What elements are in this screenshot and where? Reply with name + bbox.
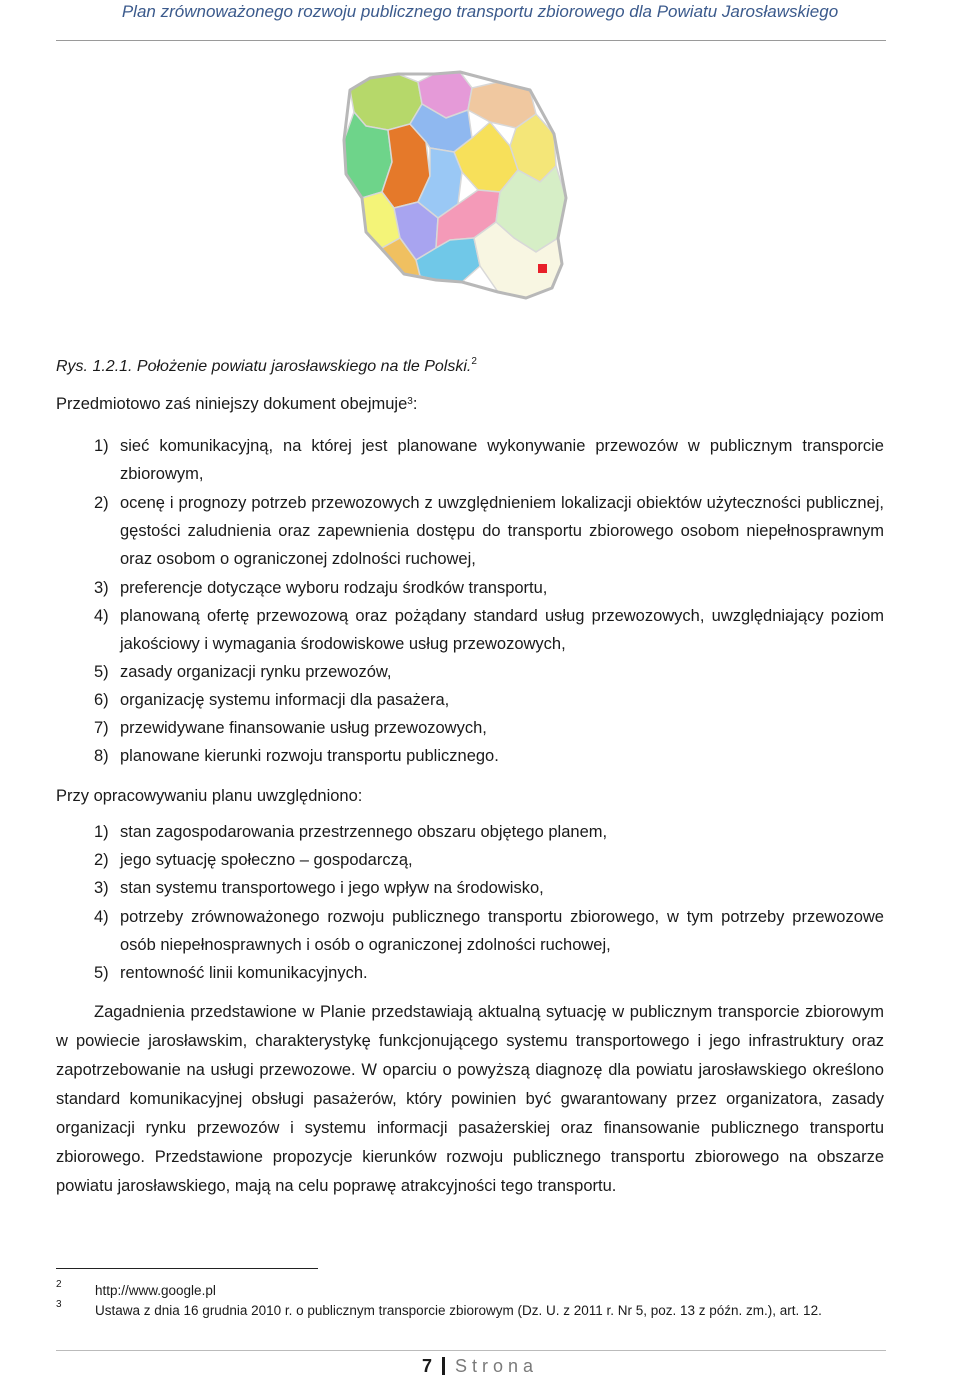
footer-separator [442,1357,445,1375]
figure-caption: Rys. 1.2.1. Położenie powiatu jarosławskiego na tle Polski.$^2$ [56,356,477,375]
footnote-link[interactable]: http://www.google.pl [95,1283,216,1298]
page-footer [0,1356,960,1377]
jaroslaw-county-marker [538,264,547,273]
document-title: Plan zrównoważonego rozwoju publicznego transportu zbiorowego dla Powiatu Jarosławskiego [121,2,839,21]
header-divider [56,40,886,41]
footnote-ref-2: 2 [471,356,477,367]
footnote-separator [56,1268,318,1269]
considerations-intro: Przy opracowywaniu planu uwzględniono: [56,787,363,805]
footnote-ref-3: 3 [407,396,413,407]
page-word: Strona [454,1356,539,1376]
footer-divider [56,1350,886,1351]
page-header [0,0,960,40]
summary-paragraph: Zagadnienia przedstawione w Planie przedstawiają aktualną sytuację w publicznym transporcie zbiorowym w powiecie jarosławskim, charakterystykę funkcjonującego systemu transportowego i jego infrastruktury oraz zapotrzebowanie na usługi przewozowe. W oparciu o powyższą diagnozę dla powiatu jarosławskiego określono standard komunikacyjnej obsługi pasażerów, który powinien być gwarantowany przez organizatora, zasady organizacji rynku przewozów i systemu informacji pasażerskiej oraz finansowanie publicznego transportu zbiorowego. Przedstawione propozycje kierunków rozwoju publicznego transportu zbiorowego na obszarze powiatu jarosławskiego, mają na celu poprawę atrakcyjności tego transportu. [56,1003,884,1195]
page-number: 7 [421,1356,432,1376]
poland-map-image [330,42,592,307]
intro-sentence: Przedmiotowo zaś niniejszy dokument obejmuje$^3$: [56,395,418,413]
